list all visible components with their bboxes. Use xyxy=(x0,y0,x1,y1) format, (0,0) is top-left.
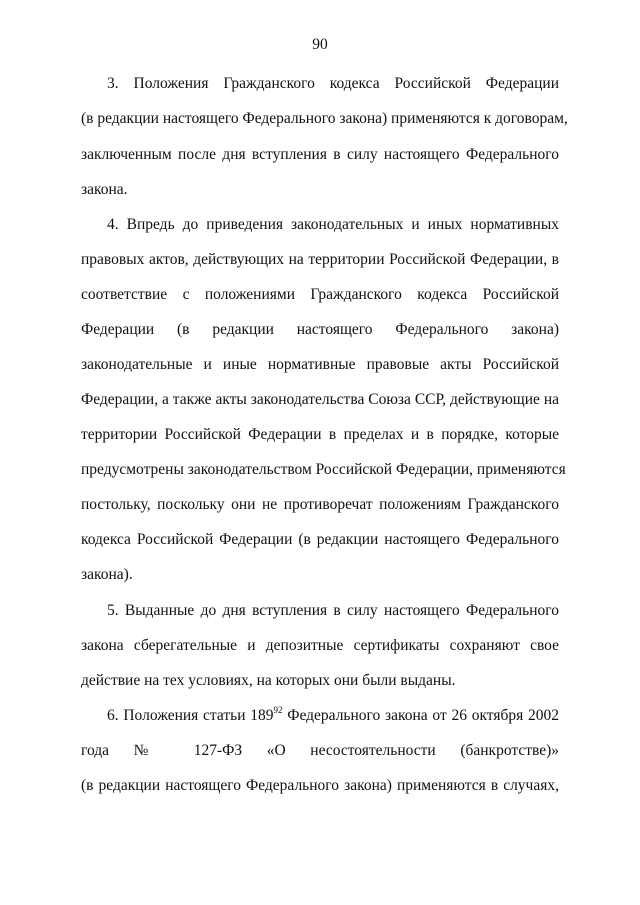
paragraph-6-line-1 xyxy=(107,707,559,725)
paragraph-3-line-2: (в редакции настоящего Федерального закона) применяются к договорам, xyxy=(81,110,568,127)
paragraph-6-line-2: года № 127-ФЗ «О несостоятельности (банкротстве)» xyxy=(81,742,559,759)
paragraph-4-line-7: территории Российской Федерации в пределах и в порядке, которые xyxy=(81,426,559,443)
paragraph-4-line-6: Федерации, а также акты законодательства Союза ССР, действующие на xyxy=(81,391,559,408)
paragraph-4-line-10: кодекса Российской Федерации (в редакции настоящего Федерального xyxy=(81,531,559,548)
paragraph-3-line-1: 3. Положения Гражданского кодекса Российской Федерации xyxy=(107,75,559,92)
paragraph-4-line-1: 4. Впредь до приведения законодательных и иных нормативных xyxy=(107,216,559,233)
paragraph-4-line-4: Федерации (в редакции настоящего Федерального закона) xyxy=(81,321,559,338)
paragraph-4-line-3: соответствие с положениями Гражданского кодекса Российской xyxy=(81,286,559,303)
paragraph-4-line-9: постольку, поскольку они не противоречат положениям Гражданского xyxy=(81,496,559,513)
paragraph-6-line-1-end: Федерального закона от 26 октября 2002 xyxy=(282,707,559,724)
page-number: 90 xyxy=(312,36,328,53)
article-superscript: 92 xyxy=(273,705,283,715)
paragraph-4-line-2: правовых актов, действующих на территории Российской Федерации, в xyxy=(81,251,559,268)
paragraph-4-line-5: законодательные и иные нормативные правовые акты Российской xyxy=(81,356,559,373)
paragraph-5-line-2: закона сберегательные и депозитные сертификаты сохраняют свое xyxy=(81,637,559,654)
paragraph-3-line-4: закона. xyxy=(81,181,128,198)
paragraph-5-line-3: действие на тех условиях, на которых они были выданы. xyxy=(81,672,456,689)
paragraph-5-line-1: 5. Выданные до дня вступления в силу настоящего Федерального xyxy=(107,602,559,619)
paragraph-3-line-3: заключенным после дня вступления в силу настоящего Федерального xyxy=(81,146,559,163)
paragraph-6-line-1-start: 6. Положения статьи 189 xyxy=(107,707,274,724)
paragraph-4-line-11: закона). xyxy=(81,566,133,583)
paragraph-6-line-3: (в редакции настоящего Федерального закона) применяются в случаях, xyxy=(81,777,559,794)
paragraph-4-line-8: предусмотрены законодательством Российской Федерации, применяются xyxy=(81,461,566,478)
